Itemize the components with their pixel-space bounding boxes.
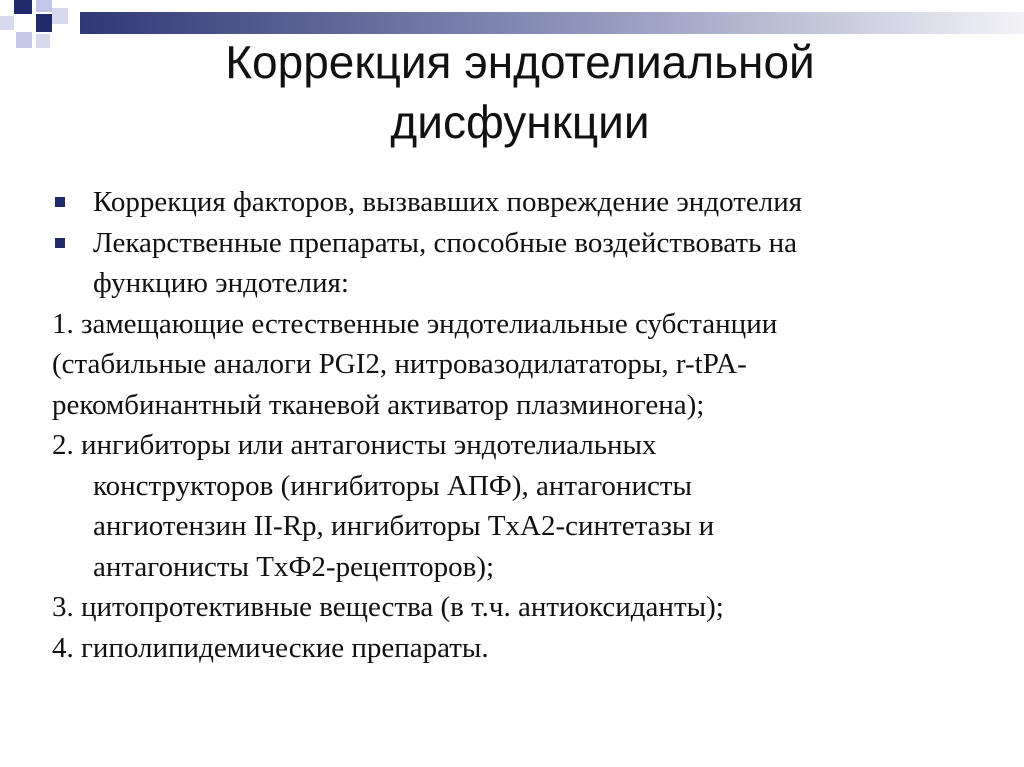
bullet-text: Лекарственные препараты, способные воздействовать на [93,226,797,259]
corner-decoration [0,0,80,60]
numbered-item [52,425,982,587]
bullet-text: Коррекция факторов, вызвавших повреждение эндотелия [93,186,803,218]
content-body [52,182,982,668]
square-bullet-icon [55,238,65,248]
title-line: Коррекция эндотелиальной [225,36,815,88]
bullet-text: функцию эндотелия: [93,267,349,299]
numbered-item [52,304,982,426]
numbered-line: 4. гиполипидемические препараты. [52,631,489,664]
bullet-item [52,182,982,223]
numbered-line: ангиотензин II-Rp, ингибиторы TxA2-синтетазы и [93,510,715,542]
numbered-line: антагонисты TxФ2-рецепторов); [93,550,495,583]
bullet-item [52,223,982,304]
numbered-line: 2. ингибиторы или антагонисты эндотелиальных [52,429,657,461]
numbered-item [52,628,982,669]
numbered-line: 1. замещающие естественные эндотелиальные субстанции [52,307,778,340]
numbered-line: конструкторов (ингибиторы АПФ), антагонисты [93,469,692,502]
numbered-line: (стабильные аналоги PGI2, нитровазодилататоры, r-tPA- [52,348,747,380]
numbered-line: рекомбинантный тканевой активатор плазминогена); [52,388,705,421]
numbered-line: 3. цитопротективные вещества (в т.ч. антиоксиданты); [52,591,724,623]
numbered-item [52,587,982,628]
title-line: дисфункции [390,96,650,148]
slide-title [90,32,950,152]
square-bullet-icon [55,197,65,207]
